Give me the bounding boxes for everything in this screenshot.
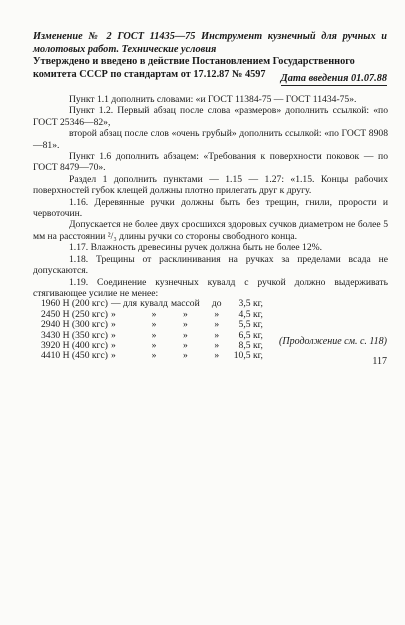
paragraph: 1.18. Трещины от расклинивания на ручках за пределами всада не допускаются. (33, 253, 388, 277)
row-text: — для (110, 298, 138, 310)
row-text: » (214, 308, 220, 320)
force-table-row (41, 320, 265, 330)
row-text: » (151, 319, 157, 331)
paragraph: второй абзац после слов «очень грубый» дополнить ссылкой: «по ГОСТ 8908—81». (33, 128, 388, 151)
row-text: » (151, 308, 157, 320)
paragraph: 1.17. Влажность древесины ручек должна быть не более 12%. (69, 242, 323, 254)
force-table (41, 299, 265, 361)
row-text: » (151, 329, 157, 341)
paragraph: Раздел 1 дополнить пунктами — 1.15 — 1.27: «1.15. Концы рабочих поверхностей губок клещей должны плотно прилегать друг к другу. (33, 173, 388, 197)
mass-value: 8,5 кг, (238, 339, 263, 351)
paragraph: Пункт 1.1 дополнить словами: «и ГОСТ 11384-75 — ГОСТ 11434-75». (69, 94, 357, 105)
row-text: » (110, 329, 116, 341)
row-text: » (151, 339, 157, 351)
row-text: кувалд (140, 298, 168, 310)
row-text: » (214, 350, 220, 362)
row-text: » (182, 319, 188, 331)
mass-value: 3,5 кг, (238, 298, 263, 310)
row-text: » (182, 329, 188, 341)
continuation-note: (Продолжение см. с. 118) (279, 336, 387, 347)
paragraph: Допускается не более двух сросшихся здоровых сучков диаметром не более 5 мм на расстоянии ²/₃ длины ручки со стороны свободного конца. (33, 219, 388, 242)
mass-value: 6,5 кг, (238, 329, 263, 341)
paragraph: 1.19. Соединение кузнечных кувалд с ручкой должно выдерживать стягивающее усилие не менее: (33, 276, 388, 299)
document-body (33, 94, 388, 362)
effective-date: Дата введения 01.07.88 (280, 73, 387, 84)
mass-value: 10,5 кг, (233, 350, 263, 362)
force-value: 3430 Н (350 кгс) (41, 329, 108, 341)
row-text: » (182, 308, 188, 320)
row-text: » (110, 339, 116, 351)
row-text: » (214, 329, 220, 341)
force-value: 1960 Н (200 кгс) (41, 298, 108, 310)
paragraph: 1.16. Деревянные ручки должны быть без трещин, гнили, прорости и червоточин. (33, 196, 388, 220)
row-text: » (214, 339, 220, 351)
row-text: » (182, 350, 188, 362)
row-text: » (110, 308, 116, 320)
row-text: » (182, 339, 188, 351)
document-title: Изменение № 2 ГОСТ 11435—75 Инструмент кузнечный для ручных и молотовых работ. Технические условия (33, 31, 387, 55)
paragraph: Пункт 1.2. Первый абзац после слова «размеров» дополнить ссылкой: «по ГОСТ 25346—82», (33, 105, 388, 128)
row-text: массой (171, 298, 200, 310)
row-text: до (211, 298, 222, 310)
force-table-row (41, 351, 265, 361)
force-value: 4410 Н (450 кгс) (41, 350, 108, 362)
mass-value: 4,5 кг, (238, 308, 263, 320)
force-value: 2450 Н (250 кгс) (41, 308, 108, 320)
approval-statement: Утверждено и введено в действие Постановлением Государственного комитета СССР по стандартам от 17.12.87 № 4597 (33, 56, 355, 80)
paragraph: Пункт 1.6 дополнить абзацем: «Требования к поверхности поковок — по ГОСТ 8479—70». (33, 151, 388, 174)
row-text: » (110, 350, 116, 362)
force-value: 3920 Н (400 кгс) (41, 339, 108, 351)
row-text: » (214, 319, 220, 331)
force-value: 2940 Н (300 кгс) (41, 319, 108, 331)
row-text: » (151, 350, 157, 362)
mass-value: 5,5 кг, (238, 319, 263, 331)
row-text: » (110, 319, 116, 331)
page-number: 117 (372, 356, 387, 367)
